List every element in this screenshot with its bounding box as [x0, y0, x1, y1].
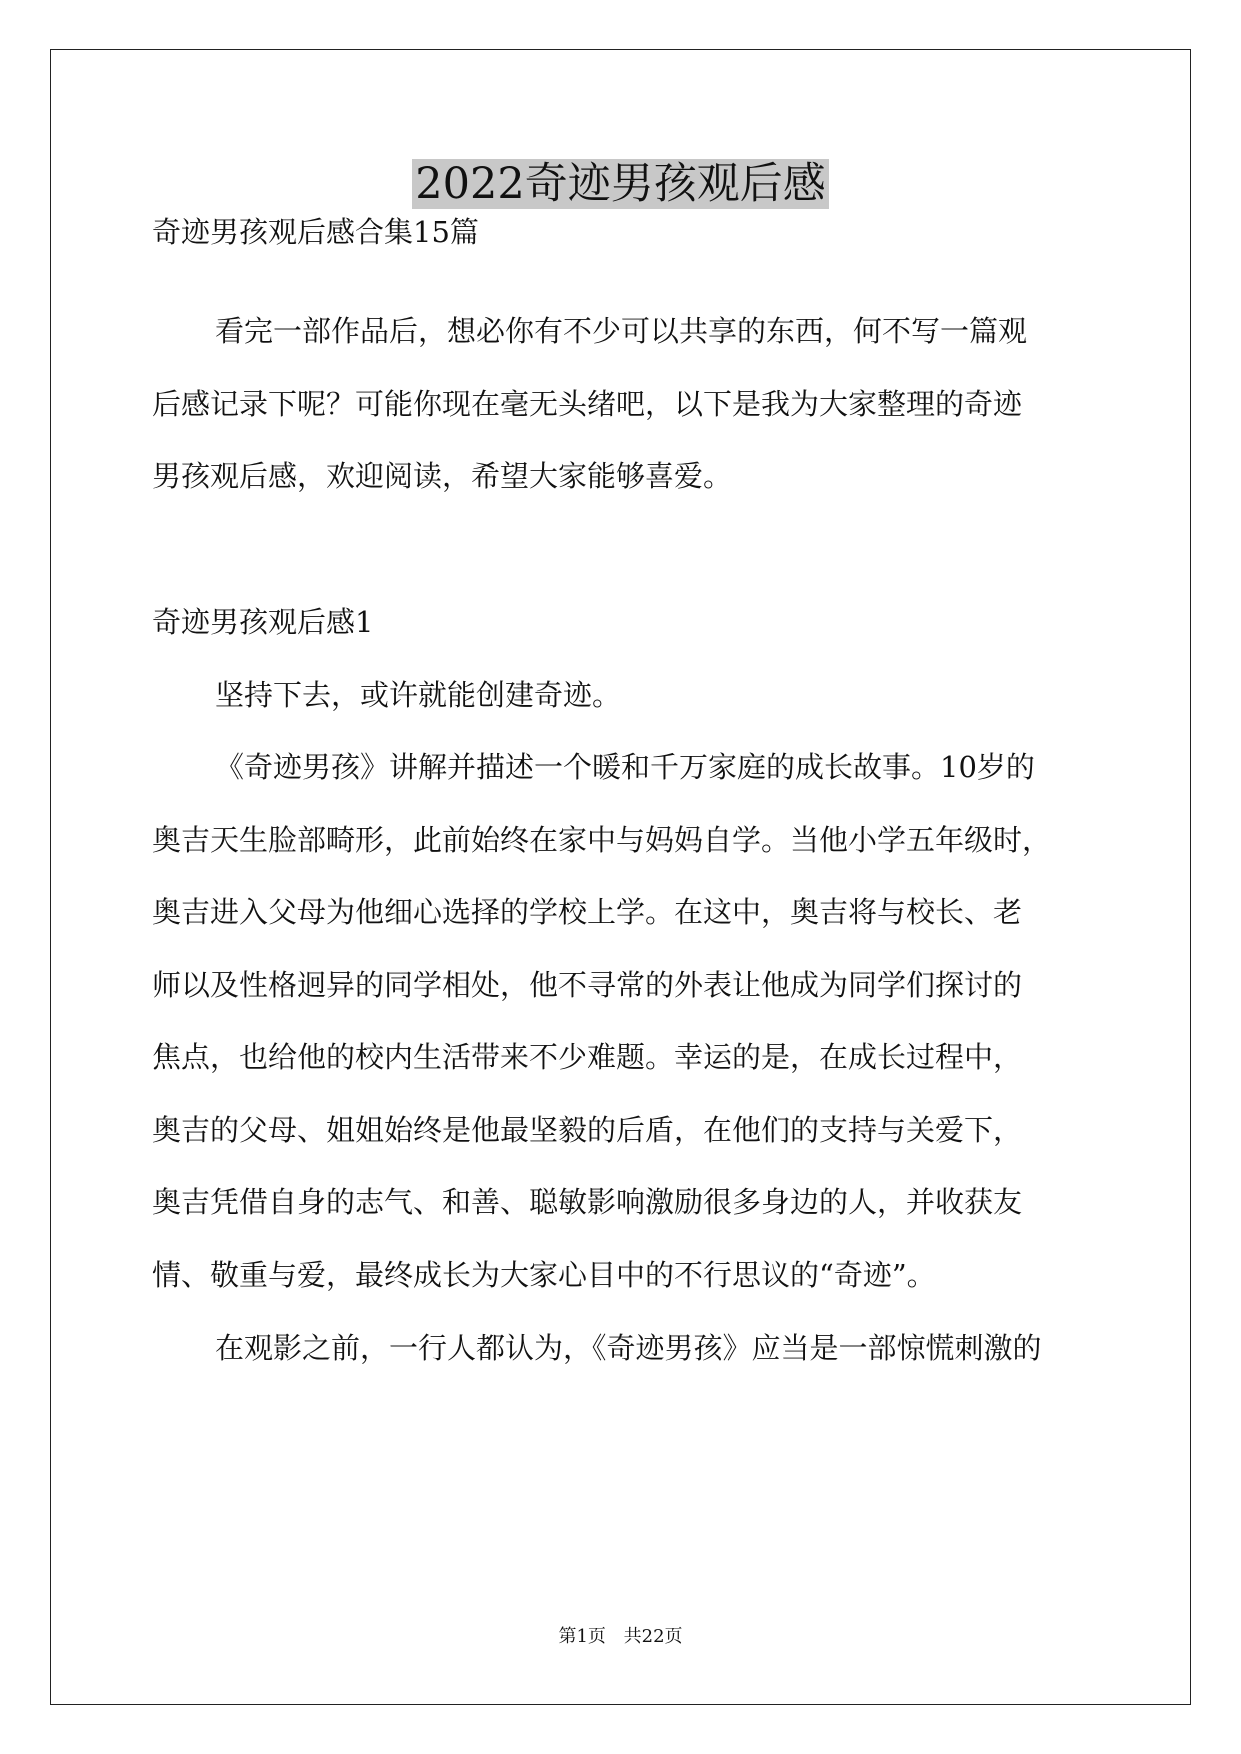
document-title — [0, 158, 1241, 210]
section-line-1: 坚持下去，或许就能创建奇迹。 — [215, 678, 622, 712]
section-heading: 奇迹男孩观后感1 — [152, 605, 374, 639]
section-line-8: 奥吉凭借自身的志气、和善、聪敏影响激励很多身边的人，并收获友 — [152, 1185, 1023, 1219]
page-border — [50, 49, 1191, 1705]
section-line-10: 在观影之前，一行人都认为，《奇迹男孩》应当是一部惊慌刺激的 — [215, 1331, 1042, 1365]
intro-line-3: 男孩观后感，欢迎阅读，希望大家能够喜爱。 — [152, 459, 733, 493]
section-line-3: 奥吉天生脸部畸形，此前始终在家中与妈妈自学。当他小学五年级时， — [152, 823, 1052, 857]
section-line-4: 奥吉进入父母为他细心选择的学校上学。在这中，奥吉将与校长、老 — [152, 895, 1023, 929]
document-title-text: 2022奇迹男孩观后感 — [412, 159, 828, 209]
section-line-9: 情、敬重与爱，最终成长为大家心目中的不行思议的“奇迹”。 — [152, 1258, 936, 1292]
intro-line-1: 看完一部作品后，想必你有不少可以共享的东西，何不写一篇观 — [215, 314, 1028, 348]
page-footer — [0, 1625, 1241, 1649]
section-line-7: 奥吉的父母、姐姐始终是他最坚毅的后盾，在他们的支持与关爱下， — [152, 1113, 1023, 1147]
document-subtitle: 奇迹男孩观后感合集15篇 — [152, 215, 479, 249]
page-number-current: 第1页 — [558, 1626, 606, 1647]
intro-line-2: 后感记录下呢？可能你现在毫无头绪吧，以下是我为大家整理的奇迹 — [152, 387, 1023, 421]
section-line-2: 《奇迹男孩》讲解并描述一个暖和千万家庭的成长故事。10岁的 — [215, 750, 1035, 784]
section-line-6: 焦点，也给他的校内生活带来不少难题。幸运的是，在成长过程中， — [152, 1040, 1023, 1074]
section-line-5: 师以及性格迥异的同学相处，他不寻常的外表让他成为同学们探讨的 — [152, 968, 1023, 1002]
page-number-total: 共22页 — [623, 1626, 683, 1647]
